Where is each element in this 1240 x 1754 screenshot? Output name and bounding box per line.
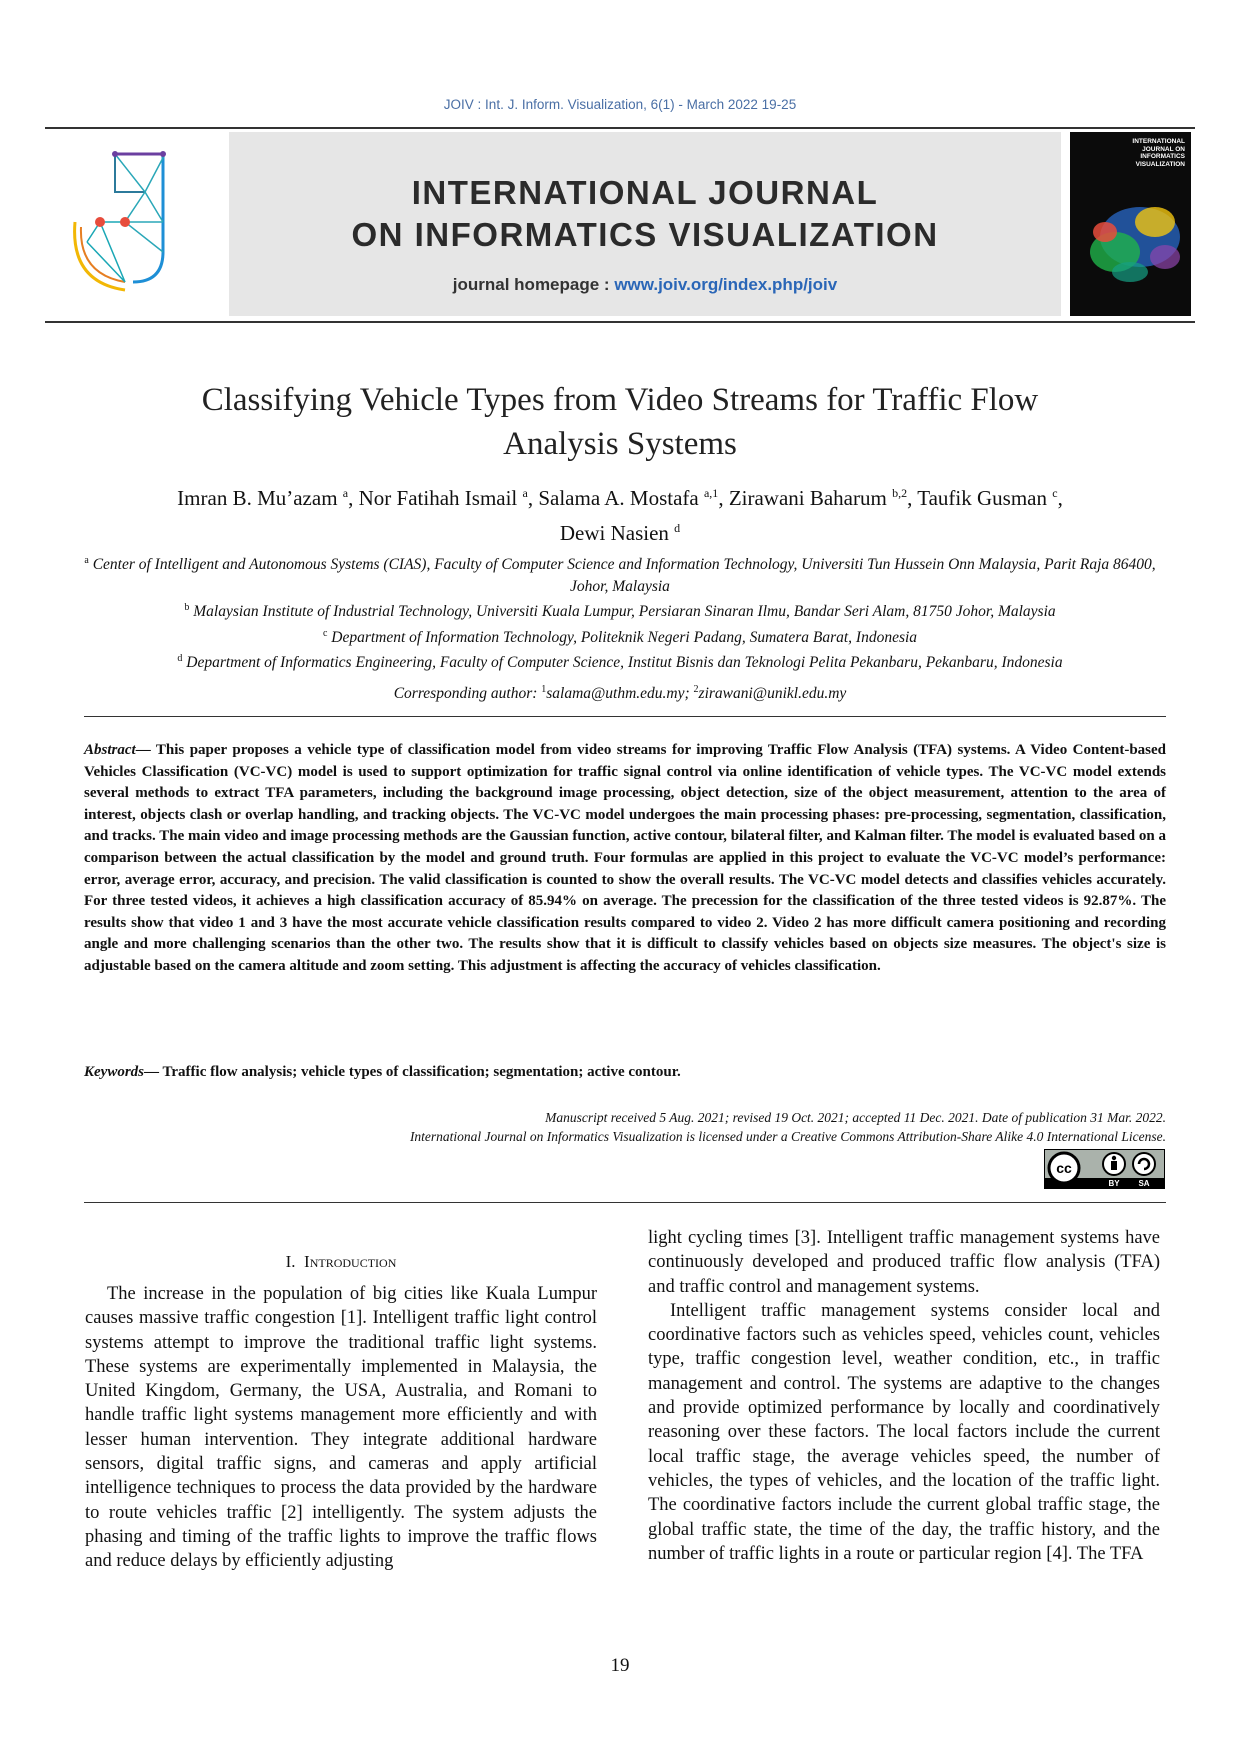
affiliation-c: [80, 623, 1160, 649]
affil-sup: c: [322, 627, 328, 639]
manuscript-info: [84, 1108, 1166, 1146]
email-sup: 2: [693, 684, 699, 696]
affil-sup: b: [184, 602, 190, 614]
section-heading: [85, 1252, 597, 1272]
abstract-dash: —: [135, 742, 156, 758]
affiliation-d: [80, 648, 1160, 674]
author-name: Zirawani Baharum: [728, 486, 887, 510]
banner-title-area: [229, 132, 1061, 316]
affil-text: Malaysian Institute of Industrial Technology, Universiti Kuala Lumpur, Persiaran Sinaran Ilmu, Bandar Seri Alam, 81750 Johor, Malaysia: [193, 603, 1056, 621]
author-list: [80, 478, 1160, 548]
divider: [84, 1202, 1166, 1203]
title-line1: Classifying Vehicle Types from Video Streams for Traffic Flow: [201, 382, 1039, 418]
license-statement[interactable]: International Journal on Informatics Visualization is licensed under a Creative Commons Attribution-Share Alike 4.0 International License.: [409, 1129, 1166, 1144]
page-number: 19: [610, 1655, 630, 1676]
cover-title: INTERNATIONAL JOURNAL ON INFORMATICS VISUALIZATION: [1132, 138, 1185, 168]
author-affil-sup: b,2: [892, 486, 908, 500]
authors-line2: [80, 513, 1160, 548]
keywords-dash: —: [144, 1064, 163, 1080]
homepage-label: journal homepage :: [452, 275, 615, 294]
affiliation-a: [80, 550, 1160, 597]
homepage-link[interactable]: www.joiv.org/index.php/joiv: [614, 275, 838, 294]
cc-by-sa-icon: [1044, 1149, 1165, 1189]
keywords: [84, 1064, 1166, 1081]
affil-text: Department of Information Technology, Politeknik Negeri Padang, Sumatera Barat, Indonesia: [331, 628, 918, 646]
paragraph: Intelligent traffic management systems consider local and coordinative factors such as vehicles speed, vehicles count, vehicles type, traffic congestion level, weather condition, etc., in traffic management and control. The systems are adaptive to the changes and provide optimized performance by locally and coordinatively reasoning over these factors. The local factors include the current local traffic stage, the average vehicles speed, the number of vehicles, the types of vehicles, and the location of the traffic light. The coordinative factors include the current global traffic stage, the global traffic state, the time of the day, the traffic history, and the number of traffic lights in a route or particular region [4]. The TFA: [648, 1300, 1160, 1564]
affil-sup: d: [177, 653, 183, 665]
journal-homepage: [229, 275, 1061, 295]
section-number: I.: [285, 1252, 296, 1271]
right-column: [648, 1226, 1160, 1566]
abstract: [84, 740, 1166, 978]
paragraph: The increase in the population of big cities like Kuala Lumpur causes massive traffic congestion [1]. Intelligent traffic light control systems attempt to improve the traditional traffic light systems. These systems are experimentally implemented in Malaysia, the United Kingdom, Germany, the USA, Australia, and Romani to handle traffic light systems management more efficiently and with lesser human intervention. They integrate additional hardware sensors, digital traffic signs, and cameras and apply artificial intelligence techniques to process the data provided by the hardware to route vehicles traffic [2] intelligently. The system adjusts the phasing and timing of the traffic lights to improve the traffic flows and reduce delays by efficiently adjusting: [85, 1284, 597, 1572]
author-name: Taufik Gusman: [917, 486, 1047, 510]
paper-title: [100, 378, 1140, 466]
email-sup: 1: [541, 684, 547, 696]
authors-line1: Imran B. Mu’azam $^a$, Nor Fatihah Ismail $^a$, Salama A. Mostafa $^{a,1}$, Zirawani Baharum $^{b,2}$, Taufik Gusman $^c$,: [177, 486, 1063, 510]
section-title: Introduction: [304, 1252, 397, 1271]
corresponding-label: Corresponding author:: [393, 685, 542, 703]
cc-license-badge[interactable]: [1044, 1149, 1165, 1189]
keywords-text: Traffic flow analysis; vehicle types of classification; segmentation; active contour.: [162, 1064, 681, 1080]
journal-cover-image: [1070, 132, 1191, 316]
journal-name-line2: ON INFORMATICS VISUALIZATION: [351, 216, 939, 253]
running-head: JOIV : Int. J. Inform. Visualization, 6(1) - March 2022 19-25: [443, 97, 797, 112]
author-name: Imran B. Mu’azam: [177, 486, 338, 510]
author-name: Dewi Nasien: [559, 521, 669, 545]
author-affil-sup: a: [522, 486, 528, 500]
journal-name-line1: INTERNATIONAL JOURNAL: [411, 174, 879, 211]
affiliations: [80, 550, 1160, 705]
cc-sa-label: SA: [1138, 1179, 1150, 1188]
corresponding-author: [80, 679, 1160, 705]
author-affil-sup: c: [1052, 486, 1058, 500]
left-column: [85, 1282, 597, 1574]
author-affil-sup: a: [342, 486, 349, 500]
author-affil-sup: d: [674, 521, 681, 535]
keywords-label: Keywords: [84, 1064, 144, 1080]
abstract-text: This paper proposes a vehicle type of classification model from video streams for improving Traffic Flow Analysis (TFA) systems. A Video Content-based Vehicles Classification (VC-VC) model is used to support optimization for traffic signal control via online identification of vehicle types. The VC-VC model extends several methods to extract TFA parameters, including the background image processing, object detection, size of the object measurement, attention to the area of interest, objects clash or overlap handling, and tracking objects. The VC-VC model undergoes the main processing phases: pre-processing, segmentation, classification, and tracks. The main video and image processing methods are the Gaussian function, active contour, bilateral filter, and Kalman filter. The model is evaluated based on a comparison between the actual classification by the model and ground truth. Four formulas are applied in this project to evaluate the VC-VC model’s performance: error, average error, accuracy, and precision. The valid classification is counted to show the overall results. The VC-VC model detects and classifies vehicles accurately. For three tested videos, it achieves a high classification accuracy of 85.94% on average. The precession for the classification of the three tested videos is 92.87%. The results show that video 1 and 3 have the most accurate vehicle classification results compared to video 2. Video 2 has more difficult camera positioning and recording angle and more challenging scenarios than the other two. The results show that it is difficult to classify vehicles based on objects size measures. The object's size is adjustable based on the camera altitude and zoom setting. This adjustment is affecting the accuracy of vehicles classification.: [84, 742, 1166, 974]
manuscript-dates: Manuscript received 5 Aug. 2021; revised 19 Oct. 2021; accepted 11 Dec. 2021. Date of publication 31 Mar. 2022.: [545, 1110, 1166, 1125]
cc-label: cc: [1056, 1160, 1072, 1176]
author-name: Nor Fatihah Ismail: [358, 486, 518, 510]
affil-sup: a: [84, 555, 89, 566]
paragraph: light cycling times [3]. Intelligent traffic management systems have continuously developed and produced traffic flow analysis (TFA) and traffic control and management systems.: [648, 1228, 1160, 1297]
divider: [84, 716, 1166, 717]
abstract-label: Abstract: [84, 742, 136, 758]
cc-by-label: BY: [1108, 1179, 1120, 1188]
email-link[interactable]: salama@uthm.edu.my;: [546, 685, 694, 703]
email-link[interactable]: zirawani@unikl.edu.my: [698, 685, 847, 703]
author-affil-sup: a,1: [703, 486, 719, 500]
journal-banner: [45, 127, 1195, 323]
affiliation-b: [80, 597, 1160, 623]
affil-text: Center of Intelligent and Autonomous Systems (CIAS), Faculty of Computer Science and Information Technology, Universiti Tun Hussein Onn Malaysia, Parit Raja 86400, Johor, Malaysia: [92, 556, 1156, 595]
title-line2: Analysis Systems: [503, 426, 737, 462]
author-name: Salama A. Mostafa: [538, 486, 699, 510]
joiv-logo-icon: [45, 132, 225, 316]
journal-logo: [45, 132, 225, 316]
affil-text: Department of Informatics Engineering, Faculty of Computer Science, Institut Bisnis dan Teknologi Pelita Pekanbaru, Pekanbaru, Indonesia: [186, 654, 1063, 672]
journal-name: [229, 172, 1061, 256]
